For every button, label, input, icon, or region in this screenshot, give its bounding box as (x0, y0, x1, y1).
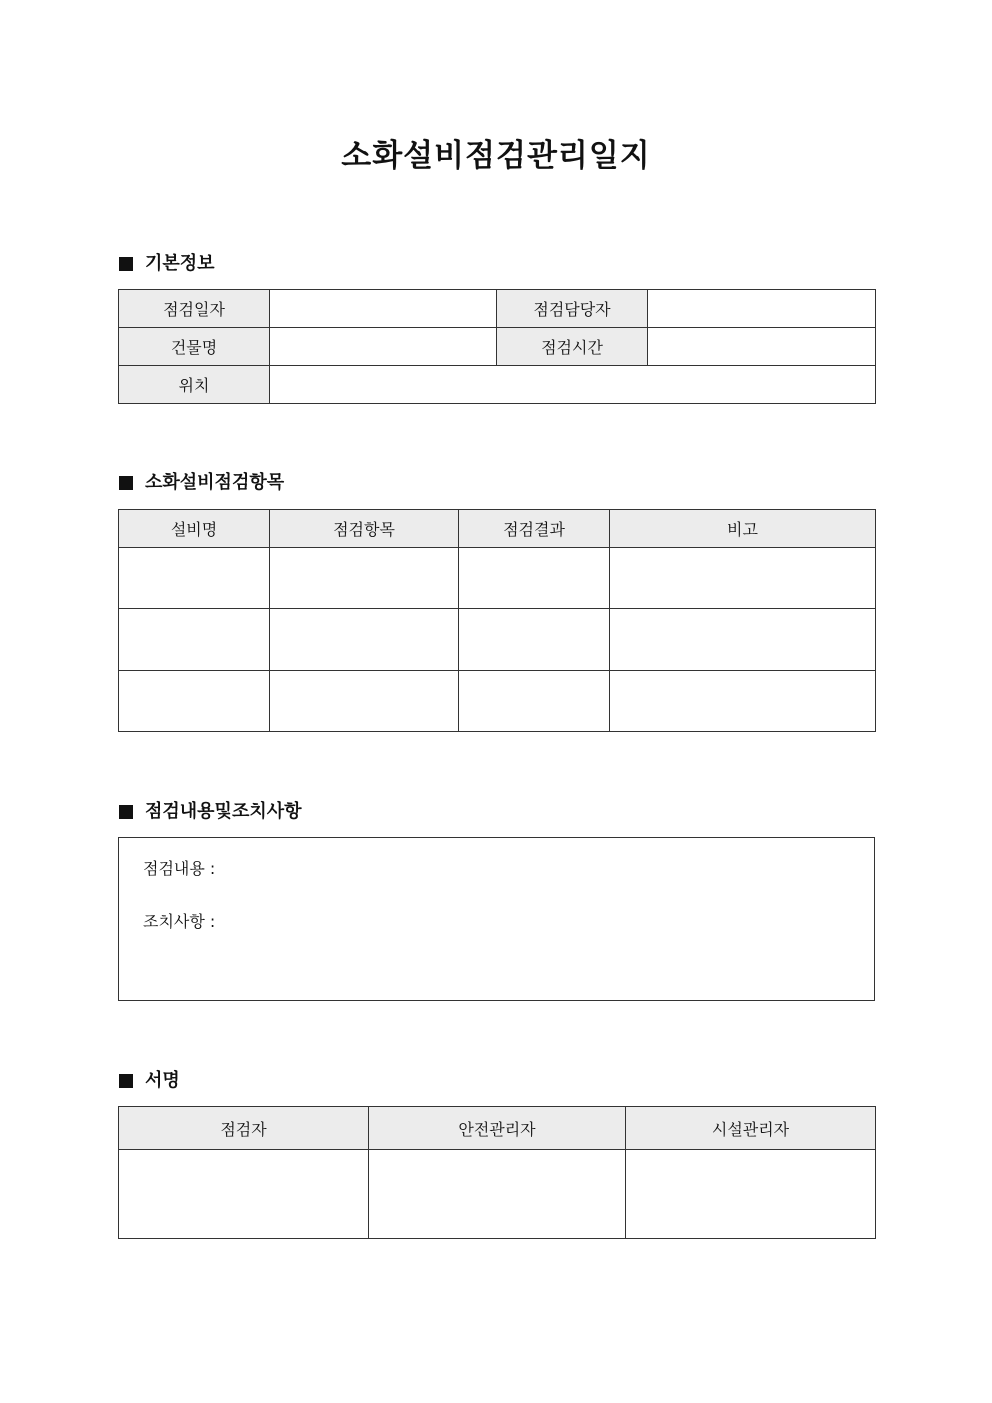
inspection-date-label: 점검일자 (119, 290, 270, 328)
remarks-cell[interactable] (610, 609, 876, 671)
column-header-safety-manager: 안전관리자 (369, 1107, 626, 1150)
column-header-inspection-result: 점검결과 (459, 510, 610, 548)
table-row (119, 609, 876, 671)
square-bullet-icon (119, 1074, 133, 1088)
inspector-signature-cell[interactable] (119, 1150, 369, 1239)
inspector-in-charge-field[interactable] (648, 290, 876, 328)
action-taken-line (143, 912, 215, 932)
equipment-name-cell[interactable] (119, 609, 270, 671)
inspection-result-cell[interactable] (459, 609, 610, 671)
action-taken-label: 조치사항 : (143, 912, 216, 931)
inspection-result-cell[interactable] (459, 671, 610, 732)
table-row (119, 366, 876, 404)
remarks-cell[interactable] (610, 548, 876, 609)
document-title: 소화설비점검관리일지 (341, 138, 651, 174)
inspection-time-label: 점검시간 (497, 328, 648, 366)
inspection-content-label: 점검내용 : (143, 859, 216, 878)
section-heading-label: 점검내용및조치사항 (145, 801, 302, 822)
section-heading-label: 기본정보 (145, 253, 215, 274)
inspection-time-field[interactable] (648, 328, 876, 366)
table-row (119, 548, 876, 609)
section-heading-details (119, 800, 302, 824)
inspection-item-cell[interactable] (270, 548, 459, 609)
section-heading-label: 소화설비점검항목 (145, 472, 285, 493)
details-box[interactable] (118, 837, 875, 1001)
square-bullet-icon (119, 805, 133, 819)
inspection-item-cell[interactable] (270, 609, 459, 671)
table-row (119, 290, 876, 328)
column-header-facility-manager: 시설관리자 (626, 1107, 876, 1150)
facility-manager-signature-cell[interactable] (626, 1150, 876, 1239)
table-row (119, 328, 876, 366)
location-label: 위치 (119, 366, 270, 404)
square-bullet-icon (119, 257, 133, 271)
equipment-name-cell[interactable] (119, 548, 270, 609)
column-header-inspector: 점검자 (119, 1107, 369, 1150)
table-row (119, 671, 876, 732)
table-header-row (119, 1107, 876, 1150)
inspection-item-cell[interactable] (270, 671, 459, 732)
building-name-label: 건물명 (119, 328, 270, 366)
inspection-date-field[interactable] (270, 290, 497, 328)
equipment-name-cell[interactable] (119, 671, 270, 732)
column-header-remarks: 비고 (610, 510, 876, 548)
inspection-content-line (143, 859, 215, 879)
location-field[interactable] (270, 366, 876, 404)
inspection-result-cell[interactable] (459, 548, 610, 609)
column-header-inspection-item: 점검항목 (270, 510, 459, 548)
basic-info-table (118, 289, 876, 404)
section-heading-signatures (119, 1069, 180, 1093)
building-name-field[interactable] (270, 328, 497, 366)
inspector-in-charge-label: 점검담당자 (497, 290, 648, 328)
inspection-items-table (118, 509, 876, 732)
safety-manager-signature-cell[interactable] (369, 1150, 626, 1239)
table-row (119, 1150, 876, 1239)
remarks-cell[interactable] (610, 671, 876, 732)
column-header-equipment-name: 설비명 (119, 510, 270, 548)
table-header-row (119, 510, 876, 548)
section-heading-label: 서명 (145, 1070, 180, 1091)
signatures-table (118, 1106, 876, 1239)
section-heading-inspection-items (119, 471, 284, 495)
square-bullet-icon (119, 476, 133, 490)
section-heading-basic-info (119, 252, 215, 276)
